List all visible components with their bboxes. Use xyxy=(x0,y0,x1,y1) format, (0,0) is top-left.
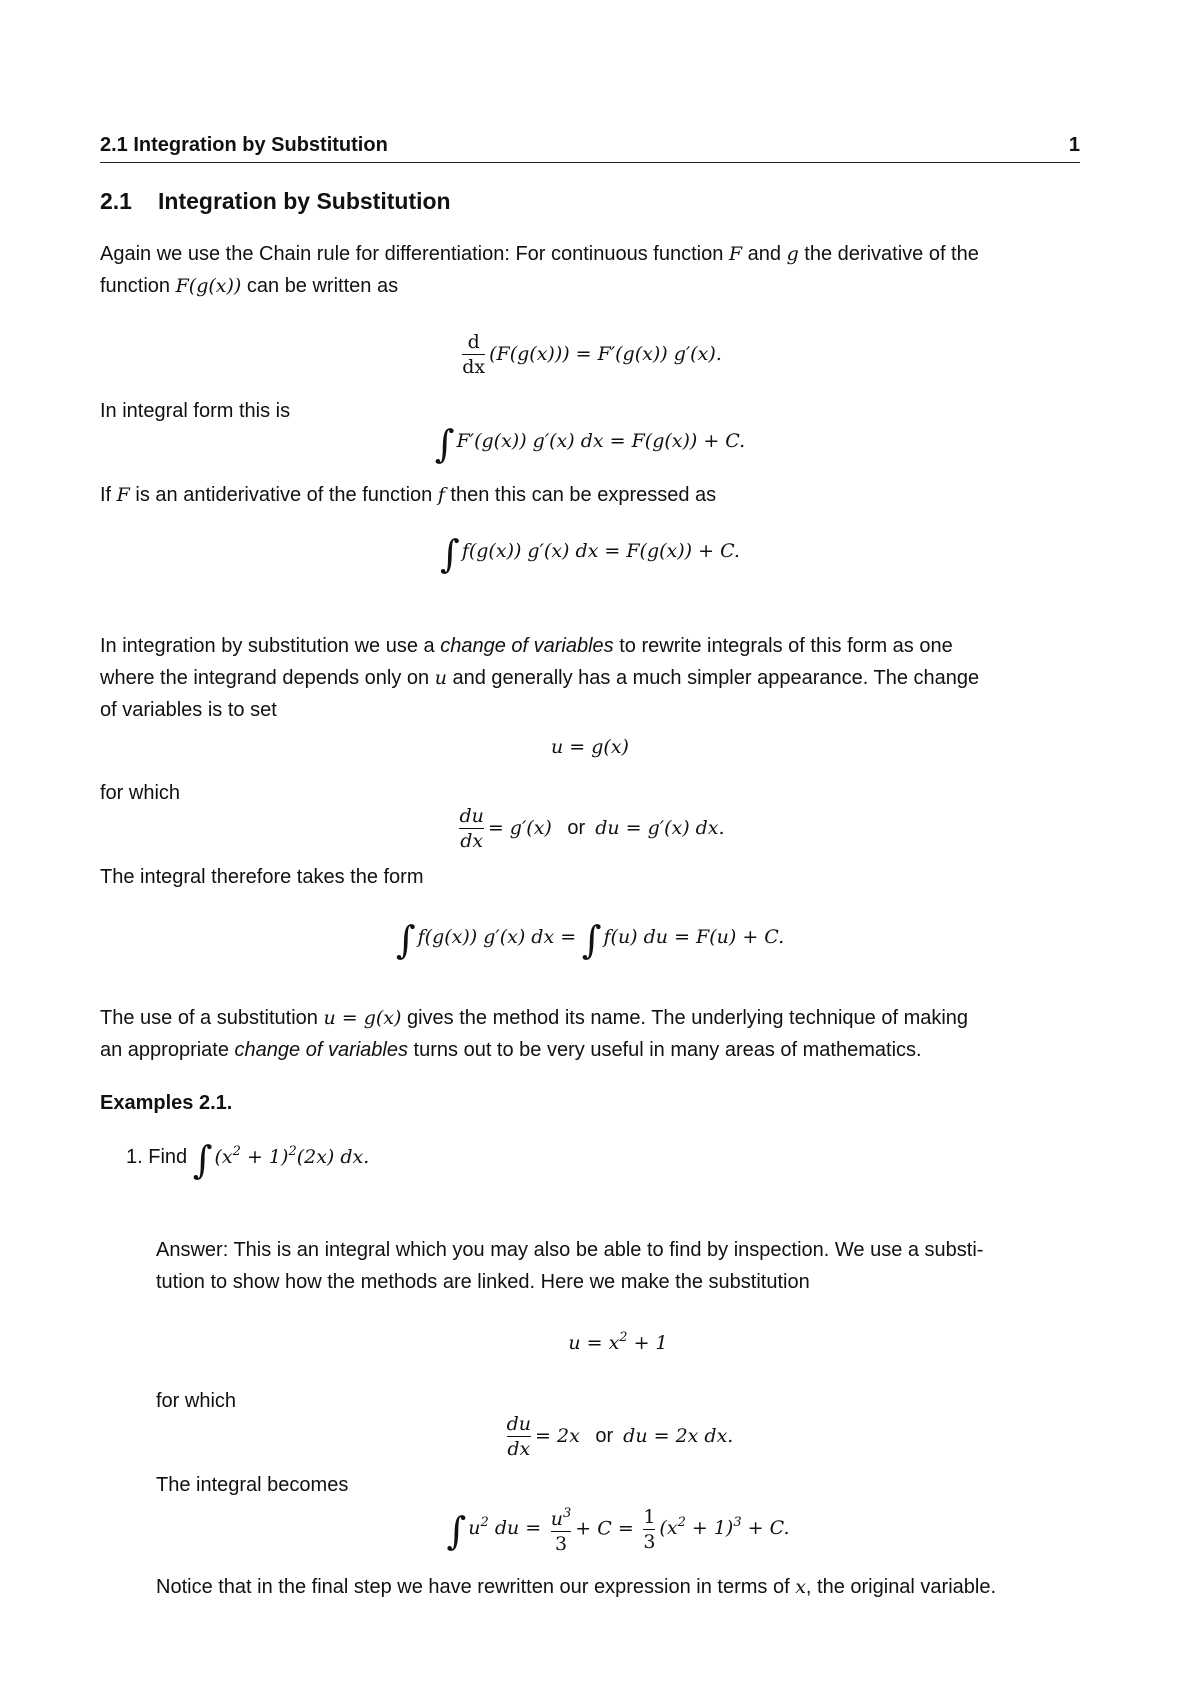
text: an appropriate xyxy=(100,1039,235,1061)
frac-denominator: dx xyxy=(460,830,484,852)
frac-numerator: 1 xyxy=(643,1505,656,1528)
exponent: 2 xyxy=(288,1144,297,1159)
equation-body: u = g(x) xyxy=(551,736,629,758)
section-title: Integration by Substitution xyxy=(158,188,451,214)
method-name-paragraph xyxy=(100,1002,1080,1066)
equation-body xyxy=(568,1332,667,1354)
example-1 xyxy=(126,1138,369,1182)
fraction-1-over-3 xyxy=(643,1505,655,1554)
intro-line-1 xyxy=(100,238,1080,270)
eq-part: + C = xyxy=(575,1517,634,1540)
math-g: g xyxy=(786,243,799,265)
integral-form-label: In integral form this is xyxy=(100,400,291,422)
section-number: 2.1 xyxy=(100,188,132,214)
text: The use of a substitution xyxy=(100,1007,324,1029)
eq-part: u = x xyxy=(568,1332,620,1354)
exponent: 2 xyxy=(480,1515,489,1531)
eq-part: du = xyxy=(488,1517,542,1540)
eq-part: u xyxy=(468,1517,481,1540)
form-label: The integral therefore takes the form xyxy=(100,866,424,888)
or-text: or xyxy=(567,816,586,839)
exponent: 2 xyxy=(232,1144,241,1159)
frac-numerator: du xyxy=(459,805,484,827)
integrand-part: (x xyxy=(214,1146,233,1168)
equation-result xyxy=(156,1502,1080,1556)
answer-line-2: tution to show how the methods are linked. Here we make the substitution xyxy=(156,1271,810,1293)
eq-part: + 1 xyxy=(627,1332,668,1354)
becomes-label: The integral becomes xyxy=(156,1474,349,1496)
intro-text: function xyxy=(100,275,176,297)
text: where the integrand depends only on xyxy=(100,667,435,689)
sub-line-3: of variables is to set xyxy=(100,699,277,721)
text: Notice that in the final step we have rewritten our expression in terms of xyxy=(156,1576,796,1598)
frac-numerator xyxy=(551,1502,572,1531)
use-line-2 xyxy=(100,1034,1080,1066)
page xyxy=(100,0,1080,1696)
equation-u-def xyxy=(100,736,1080,759)
equation-rhs: du = 2x dx. xyxy=(623,1424,734,1447)
frac-denominator: dx xyxy=(507,1438,531,1460)
running-header xyxy=(100,134,1080,163)
equation-integral-form xyxy=(100,422,1080,466)
frac-numerator: d xyxy=(467,331,480,353)
text: turns out to be very useful in many areas of mathematics. xyxy=(408,1039,922,1061)
text: then this can be expressed as xyxy=(444,484,717,506)
integral-sign-icon: ∫ xyxy=(440,532,460,576)
equation-body: f(g(x)) g′(x) dx = F(g(x)) + C. xyxy=(461,540,740,562)
frac-denominator: 3 xyxy=(643,1530,656,1553)
frac-denominator: dx xyxy=(462,356,486,378)
math-u: u xyxy=(434,667,447,689)
notice-line xyxy=(156,1576,996,1599)
math-u-eq-gx: u = g(x) xyxy=(323,1007,402,1029)
antiderivative-line xyxy=(100,484,716,507)
exponent: 3 xyxy=(733,1515,742,1531)
intro-text: can be written as xyxy=(241,275,399,297)
math-f: f xyxy=(437,484,445,506)
equation-lhs: f(g(x)) g′(x) dx = xyxy=(417,926,577,948)
math-Fgx: F(g(x)) xyxy=(175,275,242,297)
integral-sign-icon: ∫ xyxy=(434,422,455,466)
integral-sign-icon: ∫ xyxy=(446,1509,467,1554)
equation-rhs: = 2x xyxy=(535,1424,580,1447)
fraction-du-dx xyxy=(507,1412,531,1461)
page-number: 1 xyxy=(1068,134,1080,156)
integral-sign-icon: ∫ xyxy=(581,918,602,962)
equation-rhs: f(u) du = F(u) + C. xyxy=(603,926,785,948)
eq-part: u xyxy=(550,1508,564,1530)
intro-text: Again we use the Chain rule for differentiation: For continuous function xyxy=(100,243,729,265)
equation-substitution-form xyxy=(100,918,1080,962)
frac-denominator: 3 xyxy=(551,1531,572,1556)
answer-paragraph xyxy=(156,1234,1080,1298)
math-F: F xyxy=(116,484,130,506)
emphasis: change of variables xyxy=(234,1039,408,1061)
frac-numerator: du xyxy=(506,1413,532,1435)
intro-text: and xyxy=(742,243,787,265)
example-label: 1. Find xyxy=(126,1146,193,1168)
math-F: F xyxy=(728,243,743,265)
emphasis: change of variables xyxy=(440,635,614,657)
intro-paragraph xyxy=(100,238,1080,302)
exponent: 2 xyxy=(677,1515,686,1531)
equation-u-sub xyxy=(156,1330,1080,1355)
text: to rewrite integrals of this form as one xyxy=(613,635,953,657)
result-rhs xyxy=(659,1517,789,1539)
equation-du xyxy=(100,804,1080,853)
header-title: 2.1 Integration by Substitution xyxy=(100,134,388,156)
math-x: x xyxy=(795,1576,806,1598)
text: , the original variable. xyxy=(805,1576,997,1598)
text: gives the method its name. The underlying technique of making xyxy=(401,1007,969,1029)
equation-body: F′(g(x)) g′(x) dx = F(g(x)) + C. xyxy=(456,430,746,452)
section-heading xyxy=(100,188,451,215)
exponent: 2 xyxy=(619,1330,628,1345)
exponent: 3 xyxy=(563,1506,572,1521)
equation-body: (F(g(x))) = F′(g(x)) g′(x). xyxy=(489,342,722,365)
equation-chain-rule xyxy=(100,330,1080,379)
equation-du-2x xyxy=(156,1412,1080,1461)
integral-sign-icon: ∫ xyxy=(192,1138,213,1182)
fraction-du-dx xyxy=(459,804,483,853)
fraction-d-dx xyxy=(462,330,485,379)
eq-part: (x xyxy=(659,1517,678,1540)
intro-line-2 xyxy=(100,270,1080,302)
text: is an antiderivative of the function xyxy=(129,484,438,506)
result-lhs xyxy=(468,1517,541,1539)
or-text: or xyxy=(595,1424,614,1447)
answer-line-1: Answer: This is an integral which you may also be able to find by inspection. We use a substi- xyxy=(156,1239,984,1261)
use-line-1 xyxy=(100,1002,1080,1034)
text: In integration by substitution we use a xyxy=(100,635,441,657)
integral-sign-icon: ∫ xyxy=(395,918,416,962)
substitution-paragraph xyxy=(100,630,1080,726)
integrand-part: (2x) dx. xyxy=(296,1146,370,1168)
fraction-u3-over-3 xyxy=(551,1502,572,1556)
example-integrand xyxy=(215,1146,370,1168)
equation-rhs: du = g′(x) dx. xyxy=(595,816,725,839)
for-which-label-1: for which xyxy=(100,782,181,804)
examples-heading: Examples 2.1. xyxy=(100,1092,233,1114)
eq-part: + C. xyxy=(741,1517,790,1540)
for-which-label-2: for which xyxy=(156,1390,237,1412)
eq-part: + 1) xyxy=(685,1517,734,1540)
intro-text: the derivative of the xyxy=(798,243,979,265)
equation-antiderivative xyxy=(100,532,1080,576)
sub-line-1 xyxy=(100,630,1080,662)
integrand-part: + 1) xyxy=(240,1146,289,1168)
sub-line-2 xyxy=(100,662,1080,694)
text: If xyxy=(100,484,117,506)
equation-rhs: = g′(x) xyxy=(487,816,552,839)
text: and generally has a much simpler appearance. The change xyxy=(446,667,980,689)
